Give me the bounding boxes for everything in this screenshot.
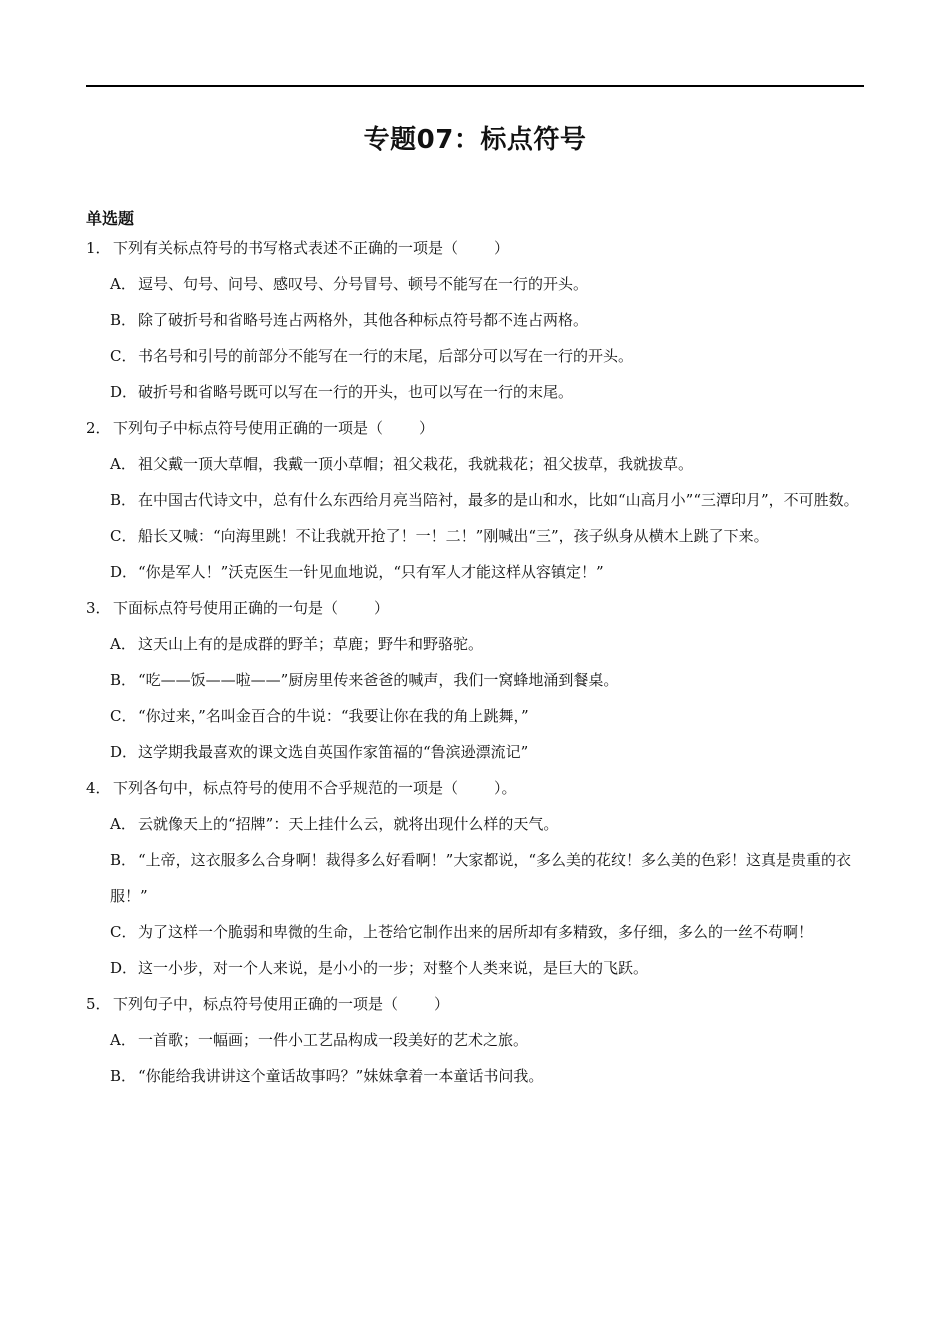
option-text: 为了这样一个脆弱和卑微的生命，上苍给它制作出来的居所却有多精致，多仔细，多么的一丝不苟啊！ <box>138 923 814 941</box>
section-heading: 单选题 <box>86 209 135 228</box>
question-5 <box>86 986 866 1094</box>
option-letter: D． <box>110 563 138 581</box>
option-letter: B． <box>110 491 137 509</box>
option-text: “你是军人！”沃克医生一针见血地说，“只有军人才能这样从容镇定！” <box>138 563 604 581</box>
question-number: 4． <box>86 779 111 797</box>
question-3 <box>86 590 866 770</box>
option-text: 这一小步，对一个人来说，是小小的一步；对整个人类来说，是巨大的飞跃。 <box>138 959 649 977</box>
option-b <box>86 482 866 518</box>
option-a <box>86 626 866 662</box>
question-stem <box>86 770 866 806</box>
option-text: “你过来，”名叫金百合的牛说：“我要让你在我的角上跳舞，” <box>138 707 529 725</box>
option-letter: A． <box>110 635 136 653</box>
question-list <box>86 230 866 1094</box>
question-number: 1． <box>86 239 111 257</box>
question-text: 下列有关标点符号的书写格式表述不正确的一项是（ <box>113 239 459 257</box>
option-text: 祖父戴一顶大草帽，我戴一顶小草帽；祖父栽花，我就栽花；祖父拔草，我就拔草。 <box>138 455 694 473</box>
option-a <box>86 1022 866 1058</box>
option-b <box>86 662 866 698</box>
option-text: “你能给我讲讲这个童话故事吗？”妹妹拿着一本童话书问我。 <box>138 1067 544 1085</box>
option-text: 这天山上有的是成群的野羊；草鹿；野牛和野骆驼。 <box>138 635 484 653</box>
option-text: “吃——饭——啦——”厨房里传来爸爸的喊声，我们一窝蜂地涌到餐桌。 <box>138 671 619 689</box>
option-letter: B． <box>110 311 137 329</box>
option-text: 逗号、句号、问号、感叹号、分号冒号、顿号不能写在一行的开头。 <box>138 275 589 293</box>
option-b <box>86 302 866 338</box>
option-letter: C． <box>110 707 137 725</box>
question-text: 下列各句中，标点符号的使用不合乎规范的一项是（ <box>113 779 459 797</box>
option-text: 云就像天上的“招牌”：天上挂什么云，就将出现什么样的天气。 <box>138 815 559 833</box>
option-b <box>86 1058 866 1094</box>
option-letter: C． <box>110 527 137 545</box>
question-paren-close: ） <box>494 239 510 257</box>
option-c <box>86 518 866 554</box>
option-c <box>86 914 866 950</box>
option-letter: A． <box>110 455 136 473</box>
option-a <box>86 806 866 842</box>
option-letter: D． <box>110 959 138 977</box>
option-d <box>86 374 866 410</box>
question-stem <box>86 230 866 266</box>
option-text: 破折号和省略号既可以写在一行的开头，也可以写在一行的末尾。 <box>138 383 574 401</box>
option-c <box>86 698 866 734</box>
question-paren-close: ） <box>374 599 390 617</box>
option-letter: B． <box>110 671 137 689</box>
option-text: 书名号和引号的前部分不能写在一行的末尾，后部分可以写在一行的开头。 <box>138 347 634 365</box>
question-4 <box>86 770 866 986</box>
option-letter: A． <box>110 815 136 833</box>
option-letter: A． <box>110 1031 136 1049</box>
header-rule <box>86 85 864 87</box>
option-d <box>86 950 866 986</box>
option-letter: D． <box>110 743 138 761</box>
option-letter: D． <box>110 383 138 401</box>
option-text: 这学期我最喜欢的课文选自英国作家笛福的“鲁滨逊漂流记” <box>138 743 529 761</box>
option-letter: C． <box>110 923 137 941</box>
option-a <box>86 446 866 482</box>
question-stem <box>86 986 866 1022</box>
question-1 <box>86 230 866 410</box>
option-text: 船长又喊：“向海里跳！不让我就开抢了！一！二！”刚喊出“三”，孩子纵身从横木上跳了下来。 <box>138 527 769 545</box>
option-text: 在中国古代诗文中，总有什么东西给月亮当陪衬，最多的是山和水，比如“山高月小”“三潭印月”，不可胜数。 <box>138 491 859 509</box>
question-number: 5． <box>86 995 111 1013</box>
page-title: 专题07：标点符号 <box>363 125 587 155</box>
question-paren-close: ） <box>419 419 435 437</box>
option-d <box>86 554 866 590</box>
question-paren-close: ） <box>434 995 450 1013</box>
question-paren-close: ）。 <box>494 779 517 797</box>
question-text: 下面标点符号使用正确的一句是（ <box>113 599 339 617</box>
option-text: 一首歌；一幅画；一件小工艺品构成一段美好的艺术之旅。 <box>138 1031 529 1049</box>
option-letter: A． <box>110 275 136 293</box>
question-number: 2． <box>86 419 111 437</box>
option-letter: B． <box>110 1067 137 1085</box>
option-text: “上帝，这衣服多么合身啊！裁得多么好看啊！”大家都说，“多么美的花纹！多么美的色彩！这真是贵重的衣服！” <box>110 851 852 905</box>
option-letter: C． <box>110 347 137 365</box>
option-d <box>86 734 866 770</box>
question-text: 下列句子中标点符号使用正确的一项是（ <box>113 419 384 437</box>
option-letter: B． <box>110 851 137 869</box>
question-number: 3． <box>86 599 111 617</box>
option-text: 除了破折号和省略号连占两格外，其他各种标点符号都不连占两格。 <box>138 311 589 329</box>
question-stem <box>86 590 866 626</box>
question-text: 下列句子中，标点符号使用正确的一项是（ <box>113 995 399 1013</box>
option-b <box>86 842 866 914</box>
option-c <box>86 338 866 374</box>
question-2 <box>86 410 866 590</box>
option-a <box>86 266 866 302</box>
question-stem <box>86 410 866 446</box>
